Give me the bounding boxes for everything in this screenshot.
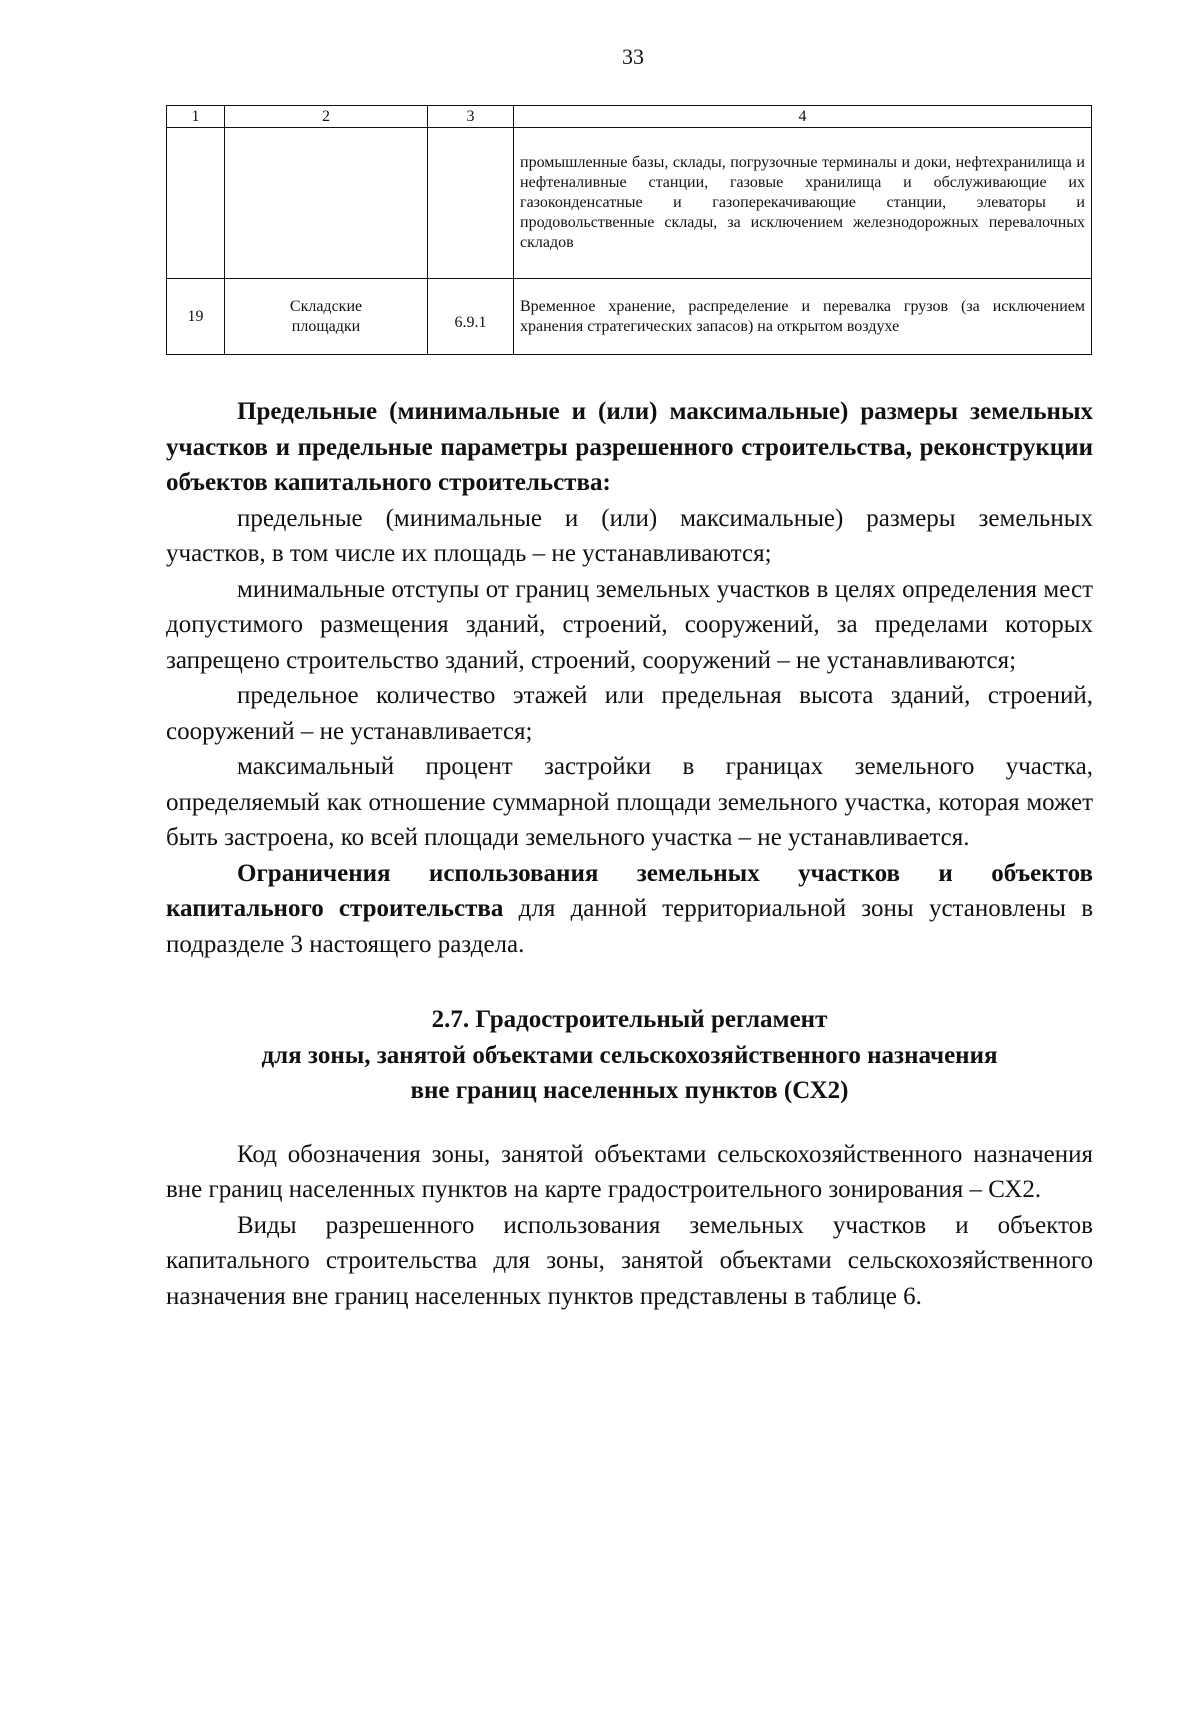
document-body xyxy=(166,394,1093,1314)
continued-table xyxy=(166,105,1092,355)
limits-heading: Предельные (минимальные и (или) максимальные) размеры земельных участков и предельные параметры разрешенного строительства, реконструкции объектов капитального строительства: xyxy=(166,398,1093,496)
row-code-cell xyxy=(428,128,514,279)
section-paragraph: Виды разрешенного использования земельных участков и объектов капитального строительства для зоны, занятой объектами сельскохозяйственного назначения вне границ населенных пунктов представлены в таблице 6. xyxy=(166,1211,1093,1310)
restrictions-rest: для данной территориальной зоны установлены в подразделе 3 настоящего раздела. xyxy=(166,895,1093,958)
table-header-cell: 2 xyxy=(225,106,428,128)
row-name-cell xyxy=(225,128,428,279)
limit-item: минимальные отступы от границ земельных участков в целях определения мест допустимого размещения зданий, строений, сооружений, за пределами которых запрещено строительство зданий, строений, сооружений – не устанавливаются; xyxy=(166,575,1093,674)
table-header-row xyxy=(167,106,1092,128)
row-description-cell: промышленные базы, склады, погрузочные терминалы и доки, нефтехранилища и нефтеналивные станции, газовые хранилища и обслуживающие их газоконденсатные и газоперекачивающие станции, элеваторы и продовольственные склады, за исключением железнодорожных перевалочных складов xyxy=(514,128,1092,279)
table-row xyxy=(167,279,1092,355)
table-header-cell: 3 xyxy=(428,106,514,128)
restrictions-paragraph xyxy=(166,856,1093,963)
page-number: 33 xyxy=(622,44,644,69)
table-header-cell: 1 xyxy=(167,106,225,128)
row-description-cell: Временное хранение, распределение и перевалка грузов (за исключением хранения стратегических запасов) на открытом воздухе xyxy=(514,279,1092,355)
section-title-line: вне границ населенных пунктов (СХ2) xyxy=(410,1077,849,1104)
table-row xyxy=(167,128,1092,279)
section-title xyxy=(166,1002,1093,1109)
section-paragraph: Код обозначения зоны, занятой объектами сельскохозяйственного назначения вне границ населенных пунктов на карте градостроительного зонирования – СХ2. xyxy=(166,1140,1093,1203)
section-title-line: 2.7. Градостроительный регламент xyxy=(431,1006,828,1033)
limit-item: предельное количество этажей или предельная высота зданий, строений, сооружений – не устанавливается; xyxy=(166,682,1093,745)
limit-item: предельные (минимальные и (или) максимальные) размеры земельных участков, в том числе их площадь – не устанавливаются; xyxy=(166,504,1093,567)
row-number-cell xyxy=(167,128,225,279)
row-name-cell: Складские площадки xyxy=(225,279,428,355)
restrictions-bold: Ограничения использования земельных участков и объектов капитального строительства xyxy=(166,859,1093,922)
row-number-cell: 19 xyxy=(167,279,225,355)
limit-item: максимальный процент застройки в границах земельного участка, определяемый как отношение суммарной площади земельного участка, которая может быть застроена, ко всей площади земельного участка – не устанавливается. xyxy=(166,753,1093,851)
table-header-cell: 4 xyxy=(514,106,1092,128)
row-code-cell: 6.9.1 xyxy=(428,279,514,355)
section-title-line: для зоны, занятой объектами сельскохозяйственного назначения xyxy=(261,1041,998,1069)
